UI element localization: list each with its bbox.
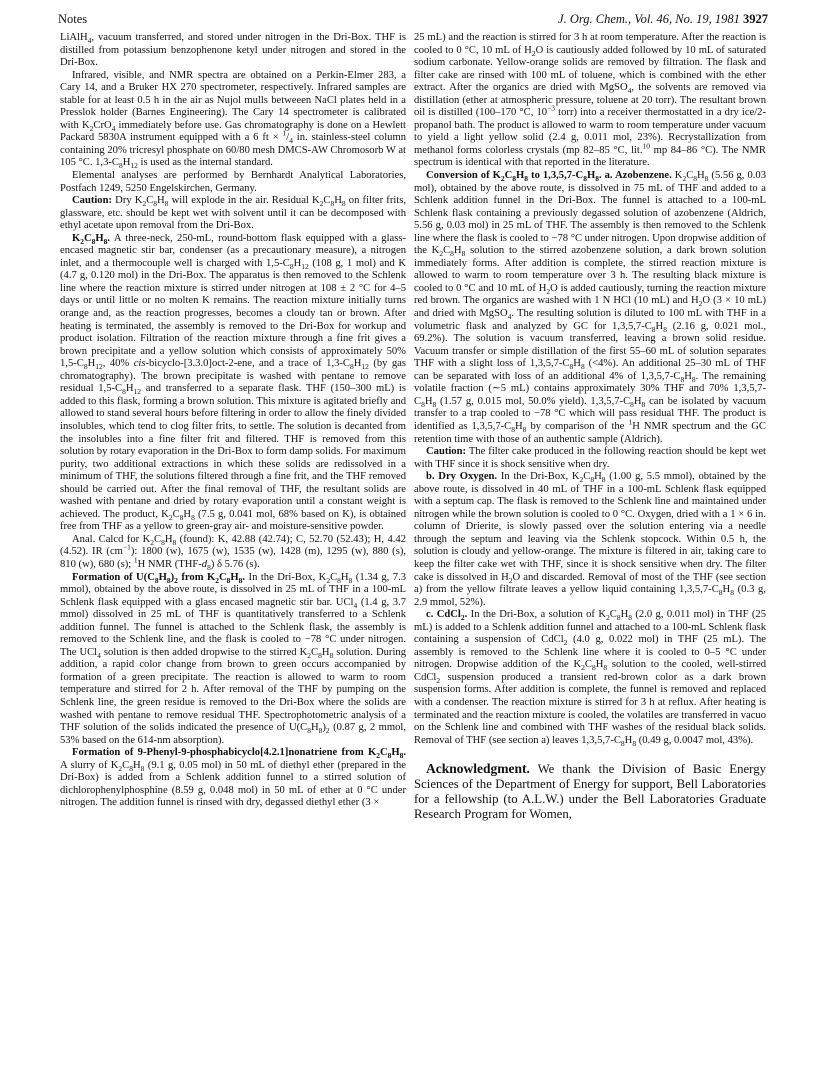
section-label: Notes — [58, 12, 88, 26]
paragraph: LiAlH$_4$, vacuum transferred, and stored under nitrogen in the Dri-Box. THF is distilled from potassium benzophenone ketyl under nitrogen and stored in the Dri-Box. — [60, 32, 406, 69]
journal-citation — [558, 12, 768, 27]
paragraph: Caution: Dry $K_2C_8H_8$ will explode in the air. Residual $K_2C_8H_8$ on filter frits, glassware, etc. should be kept wet with solvent until it can be decomposed with ethyl acetate upon removal from the Dri-Box. — [60, 195, 406, 232]
paragraph: Caution: The filter cake produced in the following reaction should be kept wet with THF since it is shock sensitive when dry. — [414, 446, 766, 470]
page-number: 3927 — [743, 12, 768, 26]
paragraph: Acknowledgment. We thank the Division of Basic Energy Sciences of the Department of Energy for support, Bell Laboratories for a fellowship (to A.L.W.) under the Bell Laboratories Graduate Research Program for Women, — [414, 761, 766, 822]
paragraph: Elemental analyses are performed by Bernhardt Analytical Laboratories, Postfach 1249, 5250 Engelskirchen, Germany. — [60, 170, 406, 194]
paragraph: Infrared, visible, and NMR spectra are obtained on a Perkin-Elmer 283, a Cary 14, and a Bruker HX 270 spectrometer, respectively. Infrared samples are stable for at least 0.5 h in the air as Nujol mulls betweeen NaCl plates held in a Presslok holder (Barnes Engineering). The Cary 14 spectrometer is calibrated with $K_2CrO_4$ immediately before use. Gas chromatography is done on a Hewlett Packard 5830A instrument equipped with a 6 ft × $^1/_4$ in. stainless-steel column containing 20% tricresyl phosphate on 60/80 mesh DMCS-AW Chromosorb W at 105 °C. $1,3-C_8H_{12}$ is used as the internal standard. — [60, 69, 407, 171]
paragraph: b. Dry Oxygen. In the Dri-Box, $K_2C_8H_8$ (1.00 g, 5.5 mmol), obtained by the above route, is dissolved in 40 mL of THF in a 100-mL Schlenk flask equipped with a septum cap. The flask is removed to the Schlenk line and maintained under nitrogen while the brown solution is cooled to 0 °C. Oxygen, dried with a 1 × 6 in. column of Drierite, is slowly passed over the solution entering via a needle through the septum and leaving via the Schlenk stopcock. Within 0.5 h, the solution is cloudy and yellow-orange. The mixture is filtered in air, taking care to keep the filter cake wet with THF, since it is shock sensitive when dry. The filter cake is dissolved in $H_2O$ and discarded. Removal of most of the THF (see section a) from the yellow filtrate leaves a yellow liquid containing $1,3,5,7-C_8H_8$ (0.3 g, 2.9 mmol, 52%). — [414, 471, 767, 608]
paragraph: c. CdCl$_2$. In the Dri-Box, a solution of $K_2C_8H_8$ (2.0 g, 0.011 mol) in THF (25 mL) is added to a Schlenk addition funnel and attached to a 100-mL Schlenk flask containing a suspension of CdCl$_2$ (4.0 g, 0.022 mol) in THF (25 mL). The assembly is removed to the Schlenk line where it is cooled to 0–5 °C under nitrogen. Dropwise addition of the $K_2C_8H_8$ solution to the cooled, well-stirred CdCl$_2$ suspension produced a transient red-brown color as a dark brown suspension forms. After addition is complete, the funnel is removed and replaced with a condenser. The reaction mixture is stirred for 3 h at reflux. After heating is terminated and the reaction mixture is cooled, the volatiles are transferred in vacuo on the Schlenk line and combined with THF washes of the residual black solids. Removal of THF (see section a) leaves $1,3,5,7-C_8H_8$ (0.49 g, 0.0047 mol, 43%). — [414, 609, 766, 748]
paragraph: 25 mL) and the reaction is stirred for 3 h at room temperature. After the reaction is cooled to 0 °C, 10 mL of $H_2O$ is cautiously added followed by 10 mL of saturated sodium carbonate. Yellow-orange solids are removed by filtration. The flask and filter cake are rinsed with 100 mL of toluene, which is combined with the ether extract. After the organics are dried with MgSO$_4$, the solvents are removed via distillation (ether at atmospheric pressure, toluene at 20 torr). The resultant brown oil is distilled (100–170 °C, $10^{-3}$ torr) into a receiver thermostatted in a dry ice/2-propanol bath. The product is allowed to warm to room temperature under vacuum to yield a light yellow solid (2.4 g, 0.011 mol, 23%). Recrystallization from methanol forms colorless crystals (mp 82–85 °C, lit.$^{10}$ mp 84–86 °C). The NMR spectrum is identical with that reported in the literature. — [414, 32, 766, 169]
running-header — [58, 12, 768, 30]
paragraph: Anal. Calcd for $K_2C_8H_8$ (found): K, 42.88 (42.74); C, 52.70 (52.43); H, 4.42 (4.52). IR $(cm^{-1})$: 1800 (w), 1675 (w), 1535 (w), 1428 (m), 1295 (w), 880 (s), 810 (w), 680 (s); $^1$H NMR $(THF-d_8)$ δ 5.76 (s). — [60, 533, 406, 573]
volume-issue: Vol. 46, No. 19, 1981 — [634, 12, 740, 26]
paragraph: $K_2C_8H_8$. A three-neck, 250-mL, round-bottom flask equipped with a glass-encased magnetic stir bar, condenser (as a precautionary measure), a nitrogen inlet, and a thermocouple well is charged with $1,5-C_8H_{12}$ (108 g, 1 mol) and K (4.7 g, 0.120 mol) in the Dri-Box. The apparatus is then removed to the Schlenk line where the reaction mixture is stirred under nitrogen at 108 ± 2 °C for 4–5 days or until little or no molten K remains. The reaction mixture initially turns orange and, as the reaction progresses, becomes a cloudy tan or brown. After heating is terminated, the assembly is removed to the Dri-Box for workup and product isolation. Filtration of the reaction mixture through a fine frit gives a brown precipitate and a yellow solution which consists of approximately 50% $1,5-C_8H_{12}$, 40% cis-bicyclo-[3.3.0]oct-2-ene, and a trace of $1,3-C_8H_{12}$ (by gas chromatography). The brown precipitate is washed with pentane to remove residual $1,5-C_8H_{12}$ and transferred to a separate flask. THF (150–300 mL) is added to this flask, forming a brown solution. This mixture is agitated briefly and allowed to stand several hours before filtering in order to allow the finely divided insolubles, which tend to clog filter frits, to settle. The solution is decanted from the insolubles into a fine filter frit and filtered. THF is removed from this solution by rotary evaporation in the Dri-Box to form damp solids. For maximum purity, two additional extractions in which these solids are redissolved in a minimum of THF, the solutions filtered through a fine frit, and the THF removed should be carried out. After the final removal of THF, the resultant solids are washed with pentane and dried by rotary evaporation until a constant weight is achieved. The product, $K_2C_8H_8$ (7.5 g, 0.041 mol, 68% based on K), is obtained free from THF as a yellow to green-gray air- and moisture-sensitive powder. — [60, 232, 406, 533]
paragraph: Conversion of $K_2C_8H_8$ to $1,3,5,7-C_8H_8$. a. Azobenzene. $K_2C_8H_8$ (5.56 g, 0.03 mol), obtained by the above route, is dissolved in 75 mL of THF and added to a Schlenk addition funnel in the Dri-Box. The funnel is attached to a 100-mL Schlenk flask containing a previously degassed solution of azobenzene (Aldrich, 5.56 g, 0.03 mol) in 25 mL of THF. The assembly is then removed to the Schlenk line where the flask is cooled to −78 °C under nitrogen. Upon dropwise addition of the $K_2C_8H_8$ solution to the stirred azobenzene solution, a dark brown solution immediately forms. After addition is complete, the stirred reaction mixture is allowed to warm to room temperature over 3 h. The resulting black mixture is cooled to 0 °C and 10 mL of $H_2O$ is added cautiously, turning the reaction mixture red brown. The organics are washed with 1 N HCl (10 mL) and $H_2O$ (3 × 10 mL) and dried with MgSO$_4$. The resulting solution is diluted to 100 mL with THF in a volumetric flask and analyzed by GC for $1,3,5,7-C_8H_8$ (2.16 g, 0.021 mol., 69.2%). The solution is vacuum transferred, leaving a brown solid residue. Vacuum transfer or simple distillation of the first 55–60 mL of solution separates THF with a slight loss of $1,3,5,7-C_8H_8$ (<4%). An additional 25–30 mL of THF can be separated with loss of an additional 4% of $1,3,5,7-C_8H_8$. The remaining volatile fraction (∼5 mL) contains approximately 30% THF and 70% $1,3,5,7-C_8H_8$ (1.57 g, 0.015 mol, 50.0% yield). $1,3,5,7-C_8H_8$ can be isolated by vacuum transfer to a trap cooled to −78 °C which will pass residual THF. The product is identified as $1,3,5,7-C_8H_8$ by comparison of the $^1$H NMR spectrum and the GC retention time with those of an authentic sample (Aldrich). — [414, 170, 767, 445]
left-column — [60, 32, 406, 810]
paragraph: Formation of 9-Phenyl-9-phosphabicyclo[4.2.1]nonatriene from $K_2C_8H_8$. A slurry of $K_2C_8H_8$ (9.1 g, 0.05 mol) in 50 mL of diethyl ether (prepared in the Dri-Box) is added from a Schlenk addition funnel to a stirred solution of dichlorophenylphosphine (8.59 g, 0.048 mol) in 50 mL of ether at 0 °C under nitrogen. The addition funnel is rinsed with dry, degassed diethyl ether (3 × — [60, 747, 407, 809]
right-column — [414, 32, 766, 822]
paragraph: Formation of $U(C_8H_8)_2$ from $K_2C_8H_8$. In the Dri-Box, $K_2C_8H_8$ (1.34 g, 7.3 mmol), obtained by the above route, is dissolved in 25 mL of THF in a 100-mL Schlenk flask equipped with a glass encased magnetic stir bar. UCl$_4$ (1.4 g, 3.7 mmol) dissolved in 25 mL of THF is quantitatively transferred to a Schlenk addition funnel. The funnel is attached to the Schlenk flask, the assembly is removed to the Schlenk line, and the flask is cooled to −78 °C under nitrogen. The UCl$_4$ solution is then added dropwise to the stirred $K_2C_8H_8$ solution. During addition, a rapid color change from brown to green occurs accompanied by formation of a green precipitate. The reaction is allowed to warm to room temperature and stirred for 2 h. After removal of the THF by pumping on the Schlenk line, the green residue is removed to the Dri-Box where the solids are washed with pentane to remove residual THF. Spectrophotometric analysis of a THF solution of the solids indicated the presence of $U(C_8H_8)_2$ (0.87 g, 2 mmol, 53% based on the 614-nm absorption). — [60, 571, 407, 746]
journal-name: J. Org. Chem., — [558, 12, 632, 26]
